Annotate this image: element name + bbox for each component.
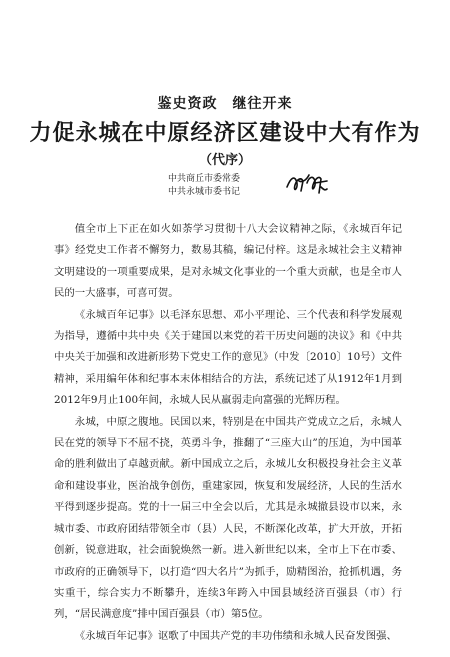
body-text	[54, 219, 402, 647]
paragraph: 值全市上下正在如火如荼学习贯彻十八大会议精神之际，《永城百年记事》经党史工作者不懈努力，数易其稿，编记付梓。这是永城社会主义精神文明建设的一项重要成果，是对永城文化事业的一个重大贡献，也是全市人民的一大盛事，可喜可贺。	[54, 223, 402, 300]
paragraph: 《永城百年记事》以毛泽东思想、邓小平理论、三个代表和科学发展观为指导，遵循中共中央《关于建国以来党的若干历史问题的决议》和《中共中央关于加强和改进新形势下党史工作的意见》（中发〔2010〕10号）文件精神，采用编年体和纪事本末体相结合的方法，系统记述了从1912年1月到2012年9月止100年间，永城人民从羸弱走向富强的光辉历程。	[54, 308, 402, 407]
page-subtitle: （代序）	[198, 153, 251, 168]
section-kicker: 鉴史资政 继往开来	[157, 96, 293, 112]
handwritten-signature	[285, 169, 329, 199]
paragraph: 永城，中原之腹地。民国以来，特别是在中国共产党成立之后，永城人民在党的领导下不屈不挠，英勇斗争，推翻了“三座大山”的压迫，为中国革命的胜利做出了卓越贡献。新中国成立之后，永城儿女积极投身社会主义革命和建设事业，医治战争创伤，重建家园，恢复和发展经济，人民的生活水平得到逐步提高。党的十一届三中全会以后，尤其是永城撤县设市以来，永城市委、市政府团结带领全市（县）人民，不断深化改革，扩大开放，开拓创新，锐意进取，社会面貌焕然一新。进入新世纪以来，全市上下在市委、市政府的正确领导下，以打造“四大名片”为抓手，励精图治，抢抓机遇，务实重干，综合实力不断攀升，连续3年跨入中国县域经济百强县（市）行列，“居民满意度”排中国百强县（市）第5位。	[54, 415, 402, 621]
author-byline	[168, 173, 240, 199]
paragraph: 《永城百年记事》讴歌了中国共产党的丰功伟绩和永城人民奋发图强、	[74, 629, 397, 642]
author-title-line-2: 中共永城市委书记	[168, 187, 241, 197]
page-title: 力促永城在中原经济区建设中大有作为	[29, 120, 421, 146]
author-title-line-1: 中共商丘市委常委	[168, 174, 241, 184]
